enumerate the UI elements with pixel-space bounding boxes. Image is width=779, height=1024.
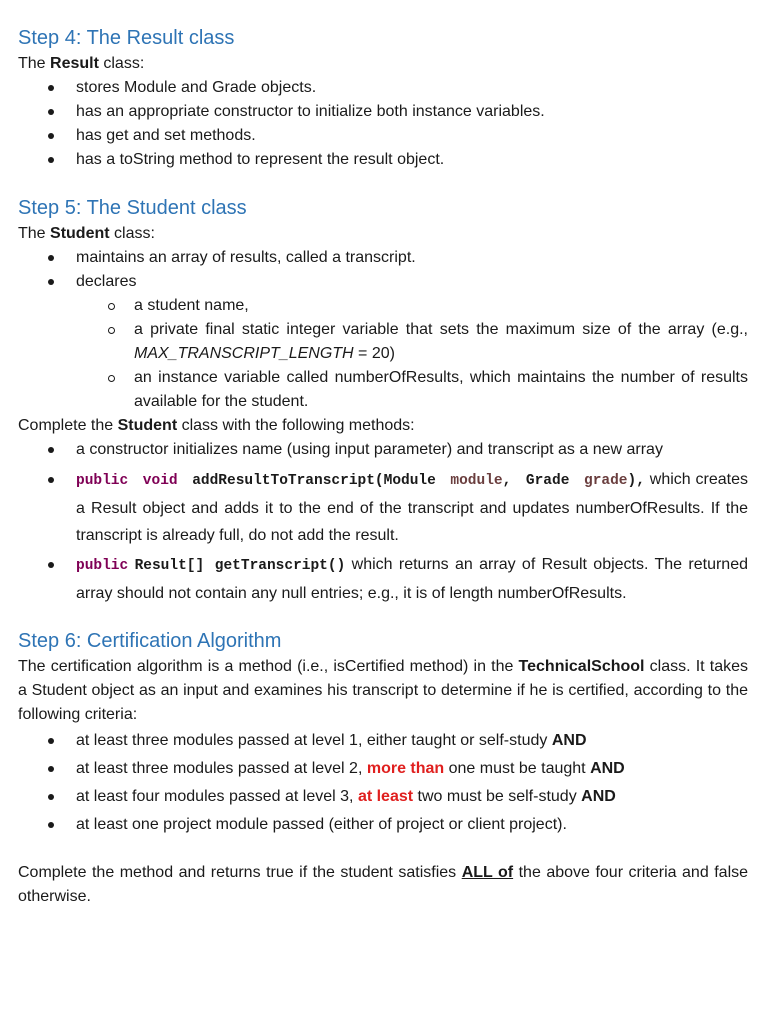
final-post: the above four criteria and false otherwise. — [18, 864, 749, 905]
list-item — [18, 270, 748, 294]
step5-intro-class: Student — [50, 225, 110, 242]
hollow-bullet-icon — [108, 327, 115, 334]
bullet-text: has a toString method to represent the result object. — [76, 151, 445, 168]
step6-intro-post: class. It takes a Student object as an input and examines his transcript to determine if he is certified, according to the following criteria: — [18, 658, 748, 723]
step4-bullet-list — [18, 76, 748, 172]
method-desc: which creates a Result object and adds it to the end of the transcript and updates numberOfResults. If the transcript is already full, do not add the result. — [76, 471, 749, 544]
bullet-icon — [48, 562, 54, 568]
step6-criteria-list — [18, 727, 748, 839]
code-keyword: public — [76, 558, 129, 574]
document-body — [18, 24, 748, 909]
code-punct: ), — [627, 473, 645, 489]
bullet-icon — [48, 255, 54, 261]
bullet-text: stores Module and Grade objects. — [76, 79, 317, 96]
complete-pre: Complete the — [18, 417, 118, 434]
criterion-text: at least four modules passed at level 3, — [76, 788, 358, 805]
emphasis-text: at least — [357, 788, 414, 805]
criterion-text: at least three modules passed at level 1, either taught or self-study — [76, 732, 552, 749]
and-label: AND — [590, 760, 625, 777]
sub-list-item — [18, 294, 748, 318]
list-item — [18, 438, 748, 462]
step5-complete — [18, 414, 748, 438]
code-type: Grade — [525, 473, 570, 489]
list-item — [18, 124, 748, 148]
step4-intro-class: Result — [50, 55, 99, 72]
bullet-icon — [48, 794, 54, 800]
list-item — [18, 755, 748, 783]
criterion-text: at least three modules passed at level 2, — [76, 760, 367, 777]
list-item — [18, 551, 748, 607]
method-text: a constructor initializes name (using input parameter) and transcript as a new array — [76, 441, 663, 458]
constant-name: MAX_TRANSCRIPT_LENGTH — [134, 345, 354, 362]
and-label: AND — [551, 732, 587, 749]
bullet-icon — [48, 279, 54, 285]
complete-post: class with the following methods: — [177, 417, 415, 434]
bullet-icon — [48, 157, 54, 163]
criterion-text: at least one project module passed (either of project or client project). — [76, 816, 567, 833]
step4-heading: Step 4: The Result class — [18, 27, 235, 49]
final-pre: Complete the method and returns true if the student satisfies — [18, 864, 462, 881]
bullet-icon — [48, 477, 54, 483]
code-keyword: public — [76, 473, 129, 489]
list-item — [18, 727, 748, 755]
step6-final-instruction — [18, 861, 748, 909]
sub-list-item — [18, 366, 748, 414]
complete-class: Student — [117, 417, 178, 434]
sub-item-text: a private final static integer variable that sets the maximum size of the array (e.g., — [134, 321, 748, 338]
list-item — [18, 783, 748, 811]
list-item — [18, 148, 748, 172]
code-keyword: void — [142, 473, 178, 489]
step6-intro-class: TechnicalSchool — [518, 658, 645, 675]
step5-heading: Step 5: The Student class — [18, 197, 247, 219]
code-param: module — [450, 473, 503, 489]
and-label: AND — [581, 788, 616, 805]
step6-intro — [18, 655, 748, 727]
emphasis-text: more than — [366, 760, 445, 777]
step6-heading: Step 6: Certification Algorithm — [18, 630, 282, 652]
step5-method-list — [18, 438, 748, 607]
list-item — [18, 76, 748, 100]
bullet-icon — [48, 133, 54, 139]
method-desc: which returns an array of Result objects. The returned array should not contain any null entries; e.g., it is of length numberOfResults. — [76, 556, 748, 602]
bullet-icon — [48, 85, 54, 91]
bullet-text: has get and set methods. — [76, 127, 256, 144]
code-param: grade — [584, 473, 628, 489]
all-of-emphasis: ALL of — [461, 864, 514, 881]
step5-intro-post: class: — [109, 225, 155, 242]
step4-intro-pre: The — [18, 55, 51, 72]
bullet-text: declares — [76, 273, 137, 290]
sub-item-tail: = 20) — [353, 345, 395, 362]
code-signature: Result[] getTranscript() — [134, 558, 346, 574]
step5-sub-list — [18, 294, 748, 414]
criterion-text: one must be taught — [444, 760, 591, 777]
bullet-icon — [48, 766, 54, 772]
bullet-icon — [48, 447, 54, 453]
hollow-bullet-icon — [108, 303, 115, 310]
list-item — [18, 100, 748, 124]
step5-intro-pre: The — [18, 225, 51, 242]
list-item — [18, 466, 748, 549]
bullet-icon — [48, 822, 54, 828]
step5-intro — [18, 222, 748, 246]
bullet-text: maintains an array of results, called a transcript. — [76, 249, 416, 266]
bullet-icon — [48, 738, 54, 744]
step4-intro — [18, 52, 748, 76]
sub-item-text: an instance variable called numberOfResults, which maintains the number of results available for the student. — [134, 369, 748, 410]
hollow-bullet-icon — [108, 375, 115, 382]
step6-intro-pre: The certification algorithm is a method (i.e., isCertified method) in the — [18, 658, 519, 675]
bullet-icon — [48, 109, 54, 115]
code-punct: , — [502, 473, 512, 489]
step5-bullet-list — [18, 246, 748, 294]
criterion-text: two must be self-study — [413, 788, 582, 805]
bullet-text: has an appropriate constructor to initialize both instance variables. — [76, 103, 545, 120]
step4-intro-post: class: — [98, 55, 145, 72]
code-method-name: addResultToTranscript(Module — [192, 473, 436, 489]
sub-item-text: a student name, — [134, 297, 249, 314]
sub-list-item — [18, 318, 748, 366]
list-item — [18, 811, 748, 839]
list-item — [18, 246, 748, 270]
